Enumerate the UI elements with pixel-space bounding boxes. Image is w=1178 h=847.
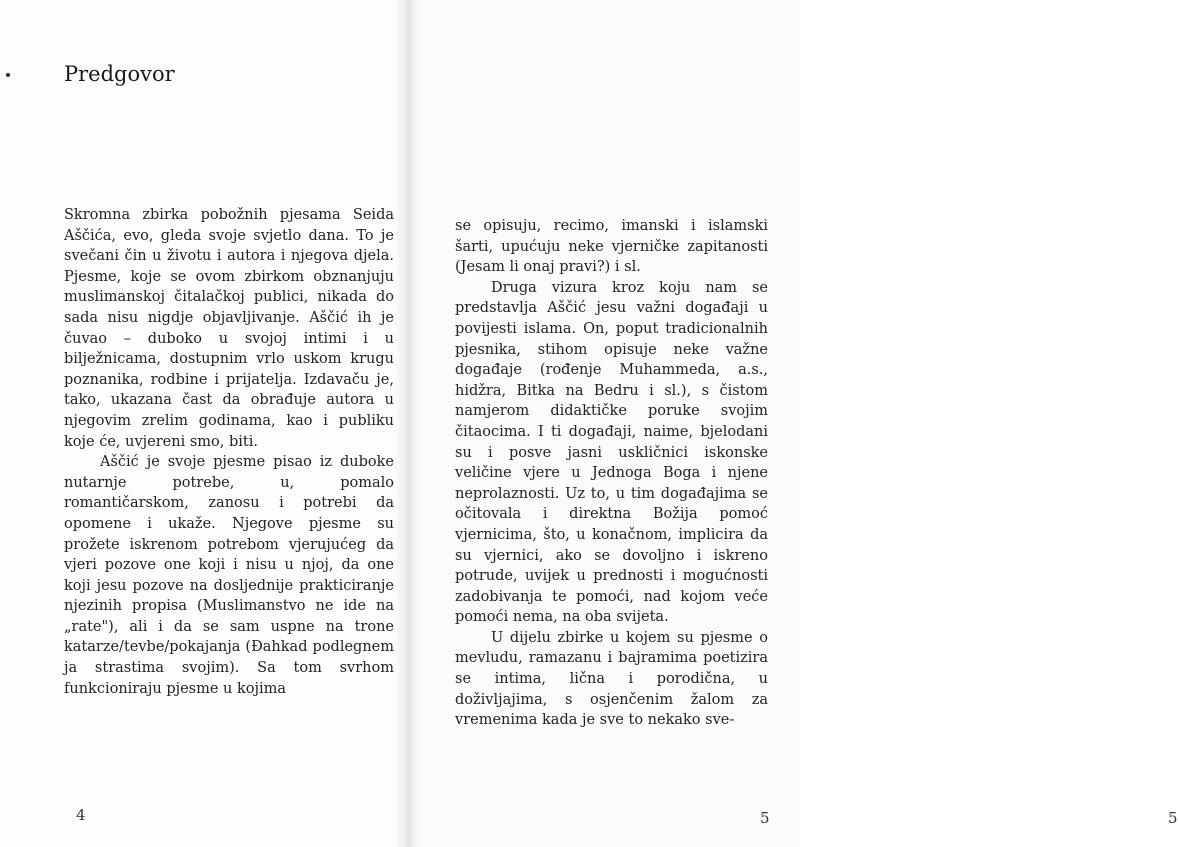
ink-dot [6,73,10,77]
page-number: 5 [1168,809,1178,827]
paragraph: Aščić je svoje pjesme pisao iz duboke nutarnje potrebe, u, pomalo romantičarskom, zanosu i potrebi da opomene i ukaže. Njegove pjesme su prožete iskrenom potrebom vjerujućeg da vjeri pozove one koji i nisu u njoj, da one koji jesu pozove na dosljednije prakticiranje njezinih propisa (Muslimanstvo ne ide na „rate"), ali i da se sam uspne na trone katarze/tevbe/pokajanja (Đahkad podlegnem ja strastima svojim). Sa tom svrhom funkcioniraju pjesme u kojima [64,454,394,697]
left-text-column [64,205,394,699]
paragraph: se opisuju, recimo, imanski i islamski šarti, upućuju neke vjerničke zapitanosti (Jesam li onaj pravi?) i sl. [455,218,768,276]
page-number-right: 5 [760,809,770,827]
paragraph: U dijelu zbirke u kojem su pjesme o mevludu, ramazanu i bajramima poetizira se intima, lična i porodična, u doživljajima, s osjenčenim žalom za vremenima kada je sve to nekako sve- [455,629,768,729]
page-number: 4 [76,806,86,824]
book-gutter [394,0,420,847]
paragraph: Skromna zbirka pobožnih pjesama Seida Aščića, evo, gleda svoje svjetlo dana. To je svečani čin u životu i autora i njegova djela. Pjesme, koje se ovom zbirkom obznanjuju muslimanskoj čitalačkoj publici, nikada do sada nisu nigdje objavljivanje. Aščić ih je čuvao – duboko u svojoj intimi i u bilježnicama, dostupnim vrlo uskom krugu poznanika, rodbine i prijatelja. Izdavaču je, tako, ukazana čast da obrađuje autora u njegovim zrelim godinama, kao i publiku koje će, uvjereni smo, biti. [64,207,394,450]
right-text-column [455,216,768,731]
paragraph: Druga vizura kroz koju nam se predstavlja Aščić jesu važni događaji u povijesti islama. On, poput tradicionalnih pjesnika, stihom opisuje neke važne događaje (rođenje Muhammeda, a.s., hidžra, Bitka na Bedru i sl.), s čistom namjerom didaktičke poruke svojim čitaocima. I ti događaji, naime, bjelodani su i posve jasni uskličnici iskonske veličine vjere u Jednoga Boga i njene neprolaznosti. Uz to, u tim događajima se očitovala i direktna Božija pomoć vjernicima, što, u konačnom, implicira da su vjernici, ako se dovoljno i iskreno potrude, uvijek u prednosti i mogućnosti zadobivanja te pomoći, nad kojom veće pomoći nema, na oba svijeta. [455,279,768,626]
left-page [0,0,408,847]
page-title: Predgovor [64,62,175,86]
